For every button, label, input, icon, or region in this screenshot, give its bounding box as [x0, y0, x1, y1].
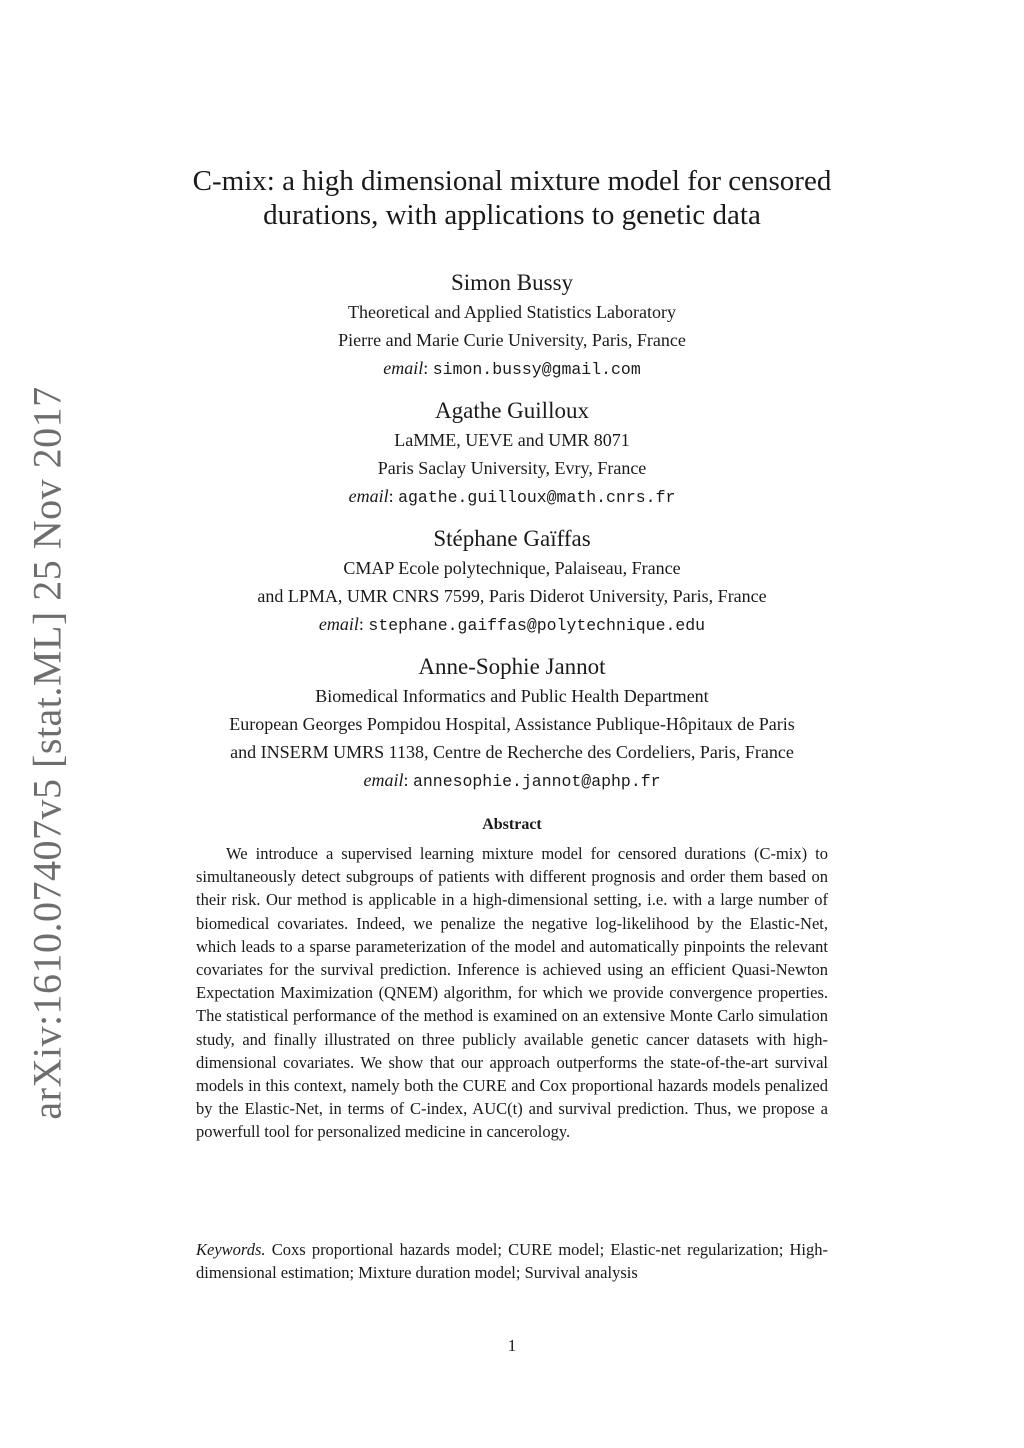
page-number: 1 — [507, 1336, 517, 1355]
email-label: email — [348, 486, 389, 506]
author-name: Stéphane Gaïffas — [433, 526, 591, 551]
title-line-1: C-mix: a high dimensional mixture model for censored — [192, 165, 832, 197]
author-list — [120, 268, 904, 808]
author-email-line: email: stephane.gaiffas@polytechnique.edu — [318, 614, 706, 635]
email-label: email — [318, 614, 359, 634]
abstract-text: We introduce a supervised learning mixture model for censored durations (C-mix) to simultaneously detect subgroups of patients with different prognosis and order them based on their risk. Our method is applicable in a high-dimensional setting, i.e. with a large number of biomedical covariates. Indeed, we penalize the negative log-likelihood by the Elastic-Net, which leads to a sparse parameterization of the model and automatically pinpoints the relevant covariates for the survival prediction. Inference is achieved using an efficient Quasi-Newton Expectation Maximization (QNEM) algorithm, for which we provide convergence properties. The statistical performance of the method is examined on an extensive Monte Carlo simulation study, and finally illustrated on three publicly available genetic cancer datasets with high-dimensional covariates. We show that our approach outperforms the state-of-the-art survival models in this context, namely both the CURE and Cox proportional hazards models penalized by the Elastic-Net, in terms of C-index, AUC(t) and survival prediction. Thus, we propose a powerfull tool for personalized medicine in cancerology. — [196, 844, 828, 1142]
author-email[interactable]: stephane.gaiffas@polytechnique.edu — [368, 616, 706, 635]
affiliation-line: Theoretical and Applied Statistics Laboratory — [348, 302, 676, 322]
author-email-line: email: agathe.guilloux@math.cnrs.fr — [348, 486, 676, 507]
author-email[interactable]: simon.bussy@gmail.com — [432, 360, 641, 379]
author-name: Simon Bussy — [450, 270, 574, 295]
author-block — [120, 524, 904, 640]
keywords-label: Keywords. — [196, 1240, 266, 1259]
affiliation-line: Biomedical Informatics and Public Health Department — [315, 686, 709, 706]
author-email-line: email: annesophie.jannot@aphp.fr — [363, 770, 661, 791]
affiliation-line: Paris Saclay University, Evry, France — [377, 458, 647, 478]
affiliation-line: CMAP Ecole polytechnique, Palaiseau, France — [343, 558, 681, 578]
affiliation-line: European Georges Pompidou Hospital, Assistance Publique-Hôpitaux de Paris — [229, 714, 795, 734]
email-label: email — [383, 358, 424, 378]
author-block — [120, 396, 904, 512]
author-block — [120, 652, 904, 796]
affiliation-line: and LPMA, UMR CNRS 7599, Paris Diderot University, Paris, France — [257, 586, 767, 606]
abstract-heading: Abstract — [482, 816, 542, 833]
paper-title — [150, 164, 874, 232]
keywords-paragraph — [196, 1238, 828, 1284]
email-label: email — [363, 770, 404, 790]
keywords-text: Coxs proportional hazards model; CURE model; Elastic-net regularization; High-dimensional estimation; Mixture duration model; Survival analysis — [196, 1240, 828, 1283]
author-block — [120, 268, 904, 384]
affiliation-line: and INSERM UMRS 1138, Centre de Recherche des Cordeliers, Paris, France — [230, 742, 794, 762]
title-line-2: durations, with applications to genetic data — [263, 199, 761, 231]
author-name: Anne-Sophie Jannot — [418, 654, 606, 679]
arxiv-identifier-stamp: arXiv:1610.07407v5 [stat.ML] 25 Nov 2017 — [24, 386, 70, 1120]
author-email[interactable]: agathe.guilloux@math.cnrs.fr — [398, 488, 676, 507]
affiliation-line: LaMME, UEVE and UMR 8071 — [394, 430, 630, 450]
author-email-line: email: simon.bussy@gmail.com — [383, 358, 641, 379]
author-name: Agathe Guilloux — [435, 398, 589, 423]
author-email[interactable]: annesophie.jannot@aphp.fr — [412, 772, 661, 791]
affiliation-line: Pierre and Marie Curie University, Paris, France — [338, 330, 686, 350]
